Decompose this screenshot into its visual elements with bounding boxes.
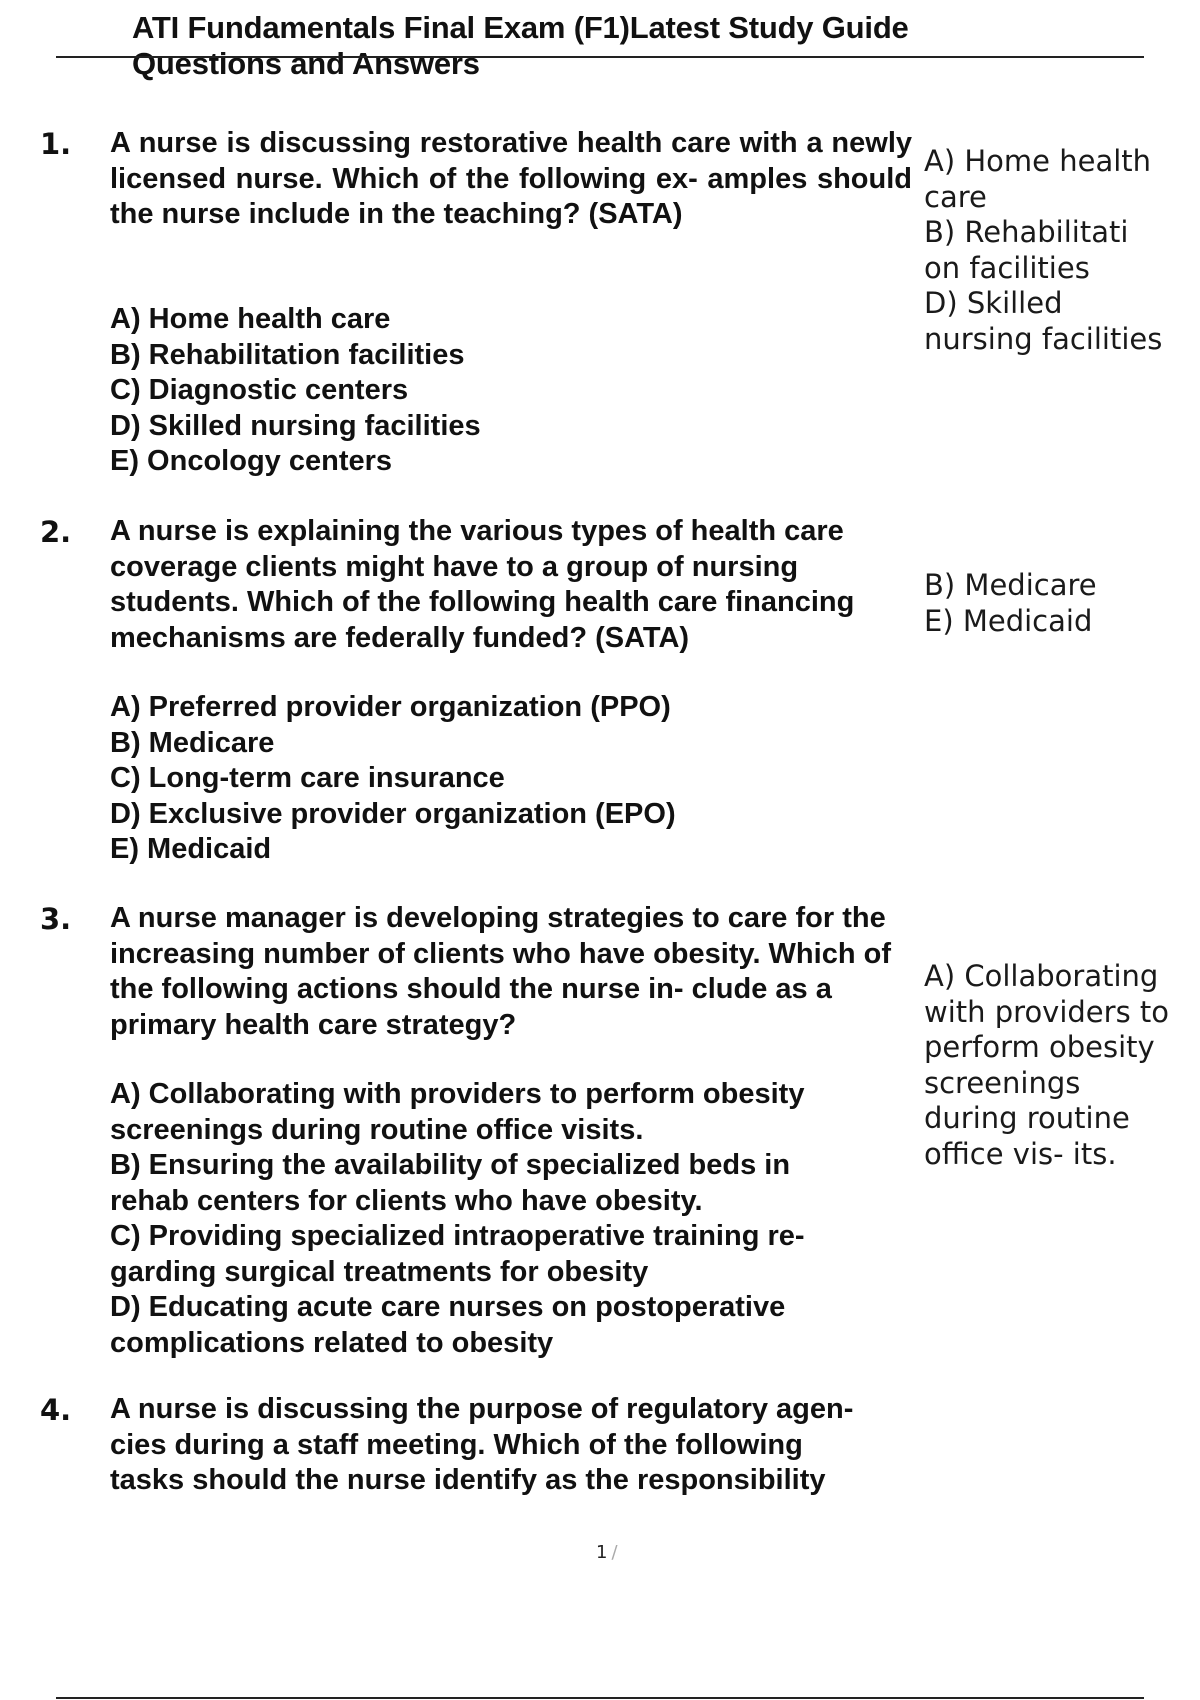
answer-item: A) Home health care [924, 144, 1152, 214]
footer-divider [56, 1697, 1144, 1699]
option-item: A) Preferred provider organization (PPO) [110, 691, 671, 723]
option-item: B) Medicare [110, 726, 275, 759]
question-text: A nurse is discussing restorative health care with a newly licensed nurse. Which of the following ex- amples should the nurse include in the teaching? (SATA) [110, 127, 912, 230]
answer-column [924, 959, 1174, 1172]
option-list [110, 690, 890, 868]
option-list [110, 302, 890, 480]
option-item: B) Rehabilitation facilities [110, 338, 465, 371]
question-text: A nurse is discussing the purpose of regulatory agen- cies during a staff meeting. Which of the following tasks should the nurse identify as the responsibility [110, 1393, 854, 1496]
question-number: 2. [40, 515, 72, 549]
option-item: E) Medicaid [110, 833, 272, 865]
answer-item: A) Collaborating with providers to perform obesity screenings during routine office vis- its. [924, 959, 1170, 1171]
option-item: D) Skilled nursing facilities [110, 409, 481, 442]
question-4 [40, 1392, 1160, 1542]
option-item: E) Oncology centers [110, 445, 393, 477]
answer-item: B) Rehabilitati on facilities [924, 215, 1129, 285]
question-3 [40, 901, 1170, 1361]
option-item: B) Ensuring the availability of specialized beds in rehab centers for clients who have obesity. [110, 1149, 791, 1217]
question-number: 1. [40, 127, 72, 161]
page-number-value: 1 [596, 1542, 608, 1563]
question-text: A nurse is explaining the various types of health care coverage clients might have to a group of nursing students. Which of the following health care financing mechanisms are federally funded? (SATA) [110, 515, 855, 654]
option-item: A) Home health care [110, 303, 391, 335]
option-item: C) Diagnostic centers [110, 374, 409, 406]
answer-item: B) Medicare [924, 568, 1097, 602]
header-divider [56, 56, 1144, 58]
option-list [110, 1077, 860, 1361]
option-item: D) Exclusive provider organization (EPO) [110, 797, 676, 830]
document-title: ATI Fundamentals Final Exam (F1)Latest Study Guide Questions and Answers [132, 10, 909, 81]
answer-column [924, 144, 1164, 357]
option-item: D) Educating acute care nurses on postoperative complications related to obesity [110, 1291, 786, 1359]
answer-item: E) Medicaid [924, 603, 1093, 638]
answer-item: D) Skilled nursing facilities [924, 286, 1163, 356]
answer-column [924, 568, 1164, 639]
page-separator: / [611, 1542, 618, 1563]
page-number [596, 1542, 618, 1563]
option-item: C) Providing specialized intraoperative training re- garding surgical treatments for obesity [110, 1220, 805, 1288]
question-number: 4. [40, 1393, 72, 1427]
question-1 [40, 126, 1163, 486]
question-2 [40, 514, 1160, 874]
option-item: C) Long-term care insurance [110, 762, 505, 794]
question-number: 3. [40, 902, 72, 936]
option-item: A) Collaborating with providers to perform obesity screenings during routine office visits. [110, 1078, 805, 1146]
question-text: A nurse manager is developing strategies to care for the increasing number of clients who have obesity. Which of the following actions should the nurse in- clude as a primary health care strategy? [110, 902, 891, 1041]
